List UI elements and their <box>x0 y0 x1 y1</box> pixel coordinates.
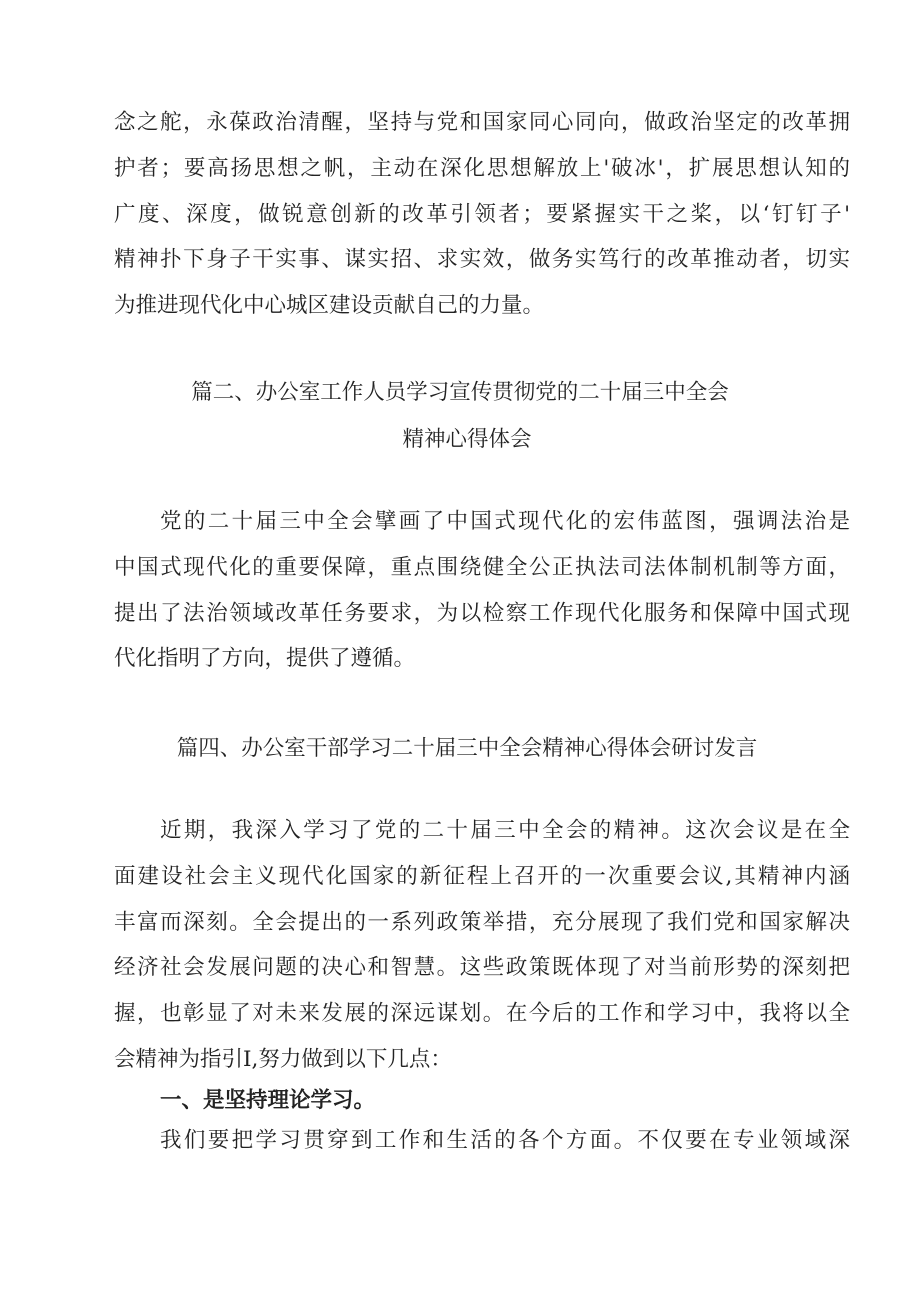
section4-subparagraph <box>114 1118 850 1164</box>
section2-line: 代化指明了方向，提供了遵循。 <box>114 646 416 672</box>
section4-line: 经济社会发展问题的决心和智慧。这些政策既体现了对当前形势的深刻把 <box>114 955 850 981</box>
intro-line: 念之舵，永葆政治清醒，坚持与党和国家同心同向，做政治坚定的改革拥 <box>114 110 850 135</box>
section2-title-line1: 篇二、办公室工作人员学习宣传贯彻党的二十届三中全会 <box>191 380 729 405</box>
section2-title-line2: 精神心得体会 <box>402 427 532 452</box>
section2-paragraph <box>114 499 850 682</box>
section2-line: 中国式现代化的重要保障，重点围绕健全公正执法司法体制机制等方面， <box>114 554 850 580</box>
section2-line: 党的二十届三中全会擘画了中国式现代化的宏伟蓝图，强调法治是 <box>160 509 850 534</box>
section4-title: 篇四、办公室干部学习二十届三中全会精神心得体会研讨发言 <box>176 736 758 761</box>
intro-paragraph <box>114 100 850 329</box>
section4-line: 握，也彰显了对未来发展的深远谋划。在今后的工作和学习中，我将以全 <box>114 1001 850 1027</box>
section4-subline: 我们要把学习贯穿到工作和生活的各个方面。不仅要在专业领域深 <box>160 1128 850 1153</box>
intro-line: 为推进现代化中心城区建设贡献自己的力量。 <box>114 293 545 319</box>
section4-line: 丰富而深刻。全会提出的一系列政策举措，充分展现了我们党和国家解决 <box>114 909 850 935</box>
section4-subheading: 一、是坚持理论学习。 <box>160 1088 376 1113</box>
section4-line: 会精神为指引I,努力做到以下几点： <box>114 1046 452 1072</box>
section4-paragraph <box>114 808 850 1083</box>
section4-line: 近期，我深入学习了党的二十届三中全会的精神。这次会议是在全 <box>160 818 850 843</box>
intro-line: 广度、深度，做锐意创新的改革引领者；要紧握实干之桨，以‘钉钉子' <box>114 201 850 227</box>
section4-line: 面建设社会主义现代化国家的新征程上召开的一次重要会议,其精神内涵 <box>114 863 850 889</box>
intro-line: 精神扑下身子干实事、谋实招、求实效，做务实笃行的改革推动者，切实 <box>114 247 850 273</box>
section2-line: 提出了法治领域改革任务要求，为以检察工作现代化服务和保障中国式现 <box>114 600 850 626</box>
intro-line: 护者；要高扬思想之帆，主动在深化思想解放上'破冰'，扩展思想认知的 <box>114 155 850 181</box>
